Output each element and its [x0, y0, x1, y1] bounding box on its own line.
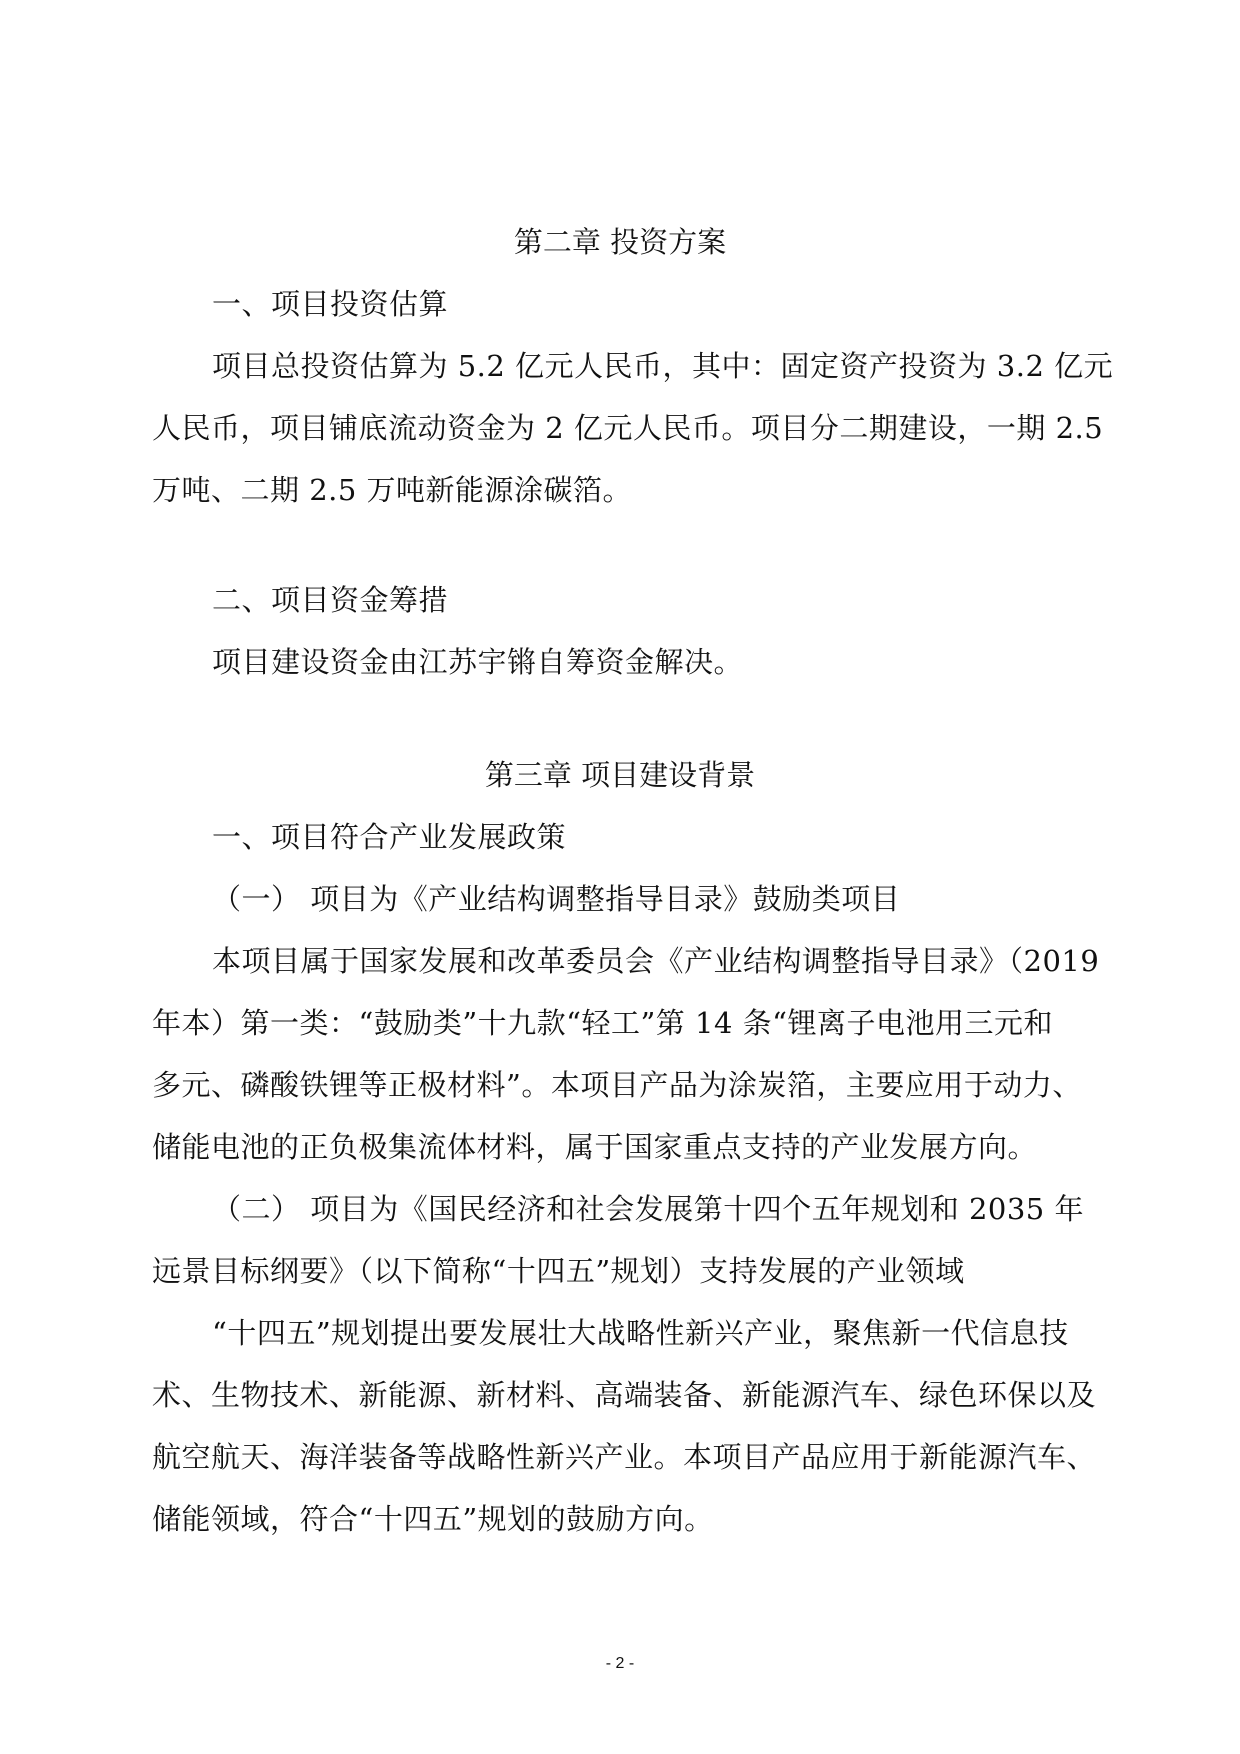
paragraph-line: 人民币，项目铺底流动资金为 2 亿元人民币。项目分二期建设，一期 2.5	[152, 411, 1104, 445]
paragraph-line: 年本）第一类：“鼓励类”十九款“轻工”第 14 条“锂离子电池用三元和	[152, 1006, 1053, 1040]
chapter-2-title: 第二章 投资方案	[513, 225, 727, 259]
paragraph-line: 项目总投资估算为 5.2 亿元人民币，其中：固定资产投资为 3.2 亿元	[212, 349, 1114, 383]
subsection-heading-2: （二） 项目为《国民经济和社会发展第十四个五年规划和 2035 年	[212, 1192, 1084, 1226]
subsection-heading-2-continued: 远景目标纲要》（以下简称“十四五”规划）支持发展的产业领域	[152, 1254, 965, 1288]
section-heading-industry-policy: 一、项目符合产业发展政策	[212, 820, 567, 854]
paragraph-line: “十四五”规划提出要发展壮大战略性新兴产业，聚焦新一代信息技	[212, 1316, 1069, 1350]
section-heading-fund-raising: 二、项目资金筹措	[212, 583, 449, 617]
paragraph-line: 储能电池的正负极集流体材料，属于国家重点支持的产业发展方向。	[152, 1130, 1038, 1164]
chapter-3-title: 第三章 项目建设背景	[484, 758, 756, 792]
subsection-heading-1: （一） 项目为《产业结构调整指导目录》鼓励类项目	[212, 882, 901, 916]
paragraph-line: 万吨、二期 2.5 万吨新能源涂碳箔。	[152, 473, 633, 507]
paragraph-line: 多元、磷酸铁锂等正极材料”。本项目产品为涂炭箔，主要应用于动力、	[152, 1068, 1082, 1102]
section-heading-investment-estimate: 一、项目投资估算	[212, 287, 449, 321]
paragraph-line: 项目建设资金由江苏宇锵自筹资金解决。	[212, 645, 744, 679]
paragraph-line: 术、生物技术、新能源、新材料、高端装备、新能源汽车、绿色环保以及	[152, 1378, 1097, 1412]
paragraph-line: 航空航天、海洋装备等战略性新兴产业。本项目产品应用于新能源汽车、	[152, 1440, 1097, 1474]
paragraph-line: 储能领域，符合“十四五”规划的鼓励方向。	[152, 1502, 714, 1536]
paragraph-line: 本项目属于国家发展和改革委员会《产业结构调整指导目录》（2019	[212, 944, 1100, 978]
page-number: - 2 -	[605, 1655, 635, 1672]
